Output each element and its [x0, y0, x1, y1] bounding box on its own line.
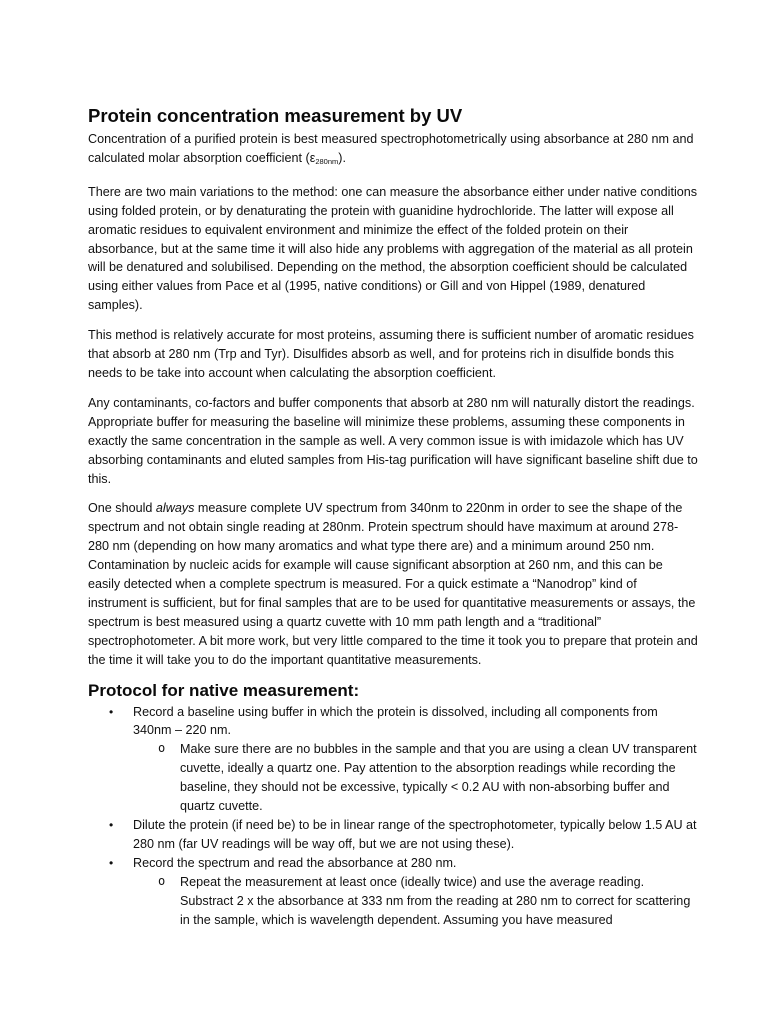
paragraph-uv-spectrum [88, 499, 698, 669]
para5-start: One should [88, 501, 156, 516]
sub-bullet-icon: o [158, 873, 166, 888]
bullet-icon: • [109, 855, 114, 870]
epsilon-symbol: ε [309, 150, 316, 165]
intro-text: Concentration of a purified protein is best measured spectrophotometrically using absorbance at 280 nm and calculated molar absorption coefficient ( [88, 132, 694, 165]
intro-end: ). [338, 150, 346, 165]
bullet-icon: • [109, 704, 114, 719]
para5-emphasis: always [155, 501, 195, 516]
protocol-subitem [133, 740, 698, 816]
protocol-list [88, 703, 698, 930]
bullet-icon: • [109, 818, 114, 832]
protocol-sublist [133, 873, 698, 930]
document-page [88, 104, 698, 929]
protocol-sublist [133, 740, 698, 816]
document-title: Protein concentration measurement by UV [88, 105, 463, 126]
protocol-item-baseline [88, 703, 698, 816]
paragraph-accuracy: This method is relatively accurate for most proteins, assuming there is sufficient number of aromatic residues that absorb at 280 nm (Trp and Tyr). Disulfides absorb as well, and for proteins rich in disulfide bonds this needs to be take into account when calculating the absorption coefficient. [88, 328, 694, 380]
paragraph-contaminants: Any contaminants, co-factors and buffer components that absorb at 280 nm will naturally distort the readings. Appropriate buffer for measuring the baseline will minimize these problems, assuming these components in exactly the same concentration in the sample as well. A very common issue is with imidazole which has UV absorbing contaminants and eluted samples from His-tag purification will have significant baseline shift due to this. [88, 395, 698, 486]
protocol-subitem-text: Repeat the measurement at least once (ideally twice) and use the average reading. Substract 2 x the absorbance at 333 nm from the reading at 280 nm to correct for scattering in the sample, which is wavelength dependent. Assuming you have measured [180, 874, 691, 927]
protocol-item-text: Record the spectrum and read the absorbance at 280 nm. [133, 855, 457, 870]
sub-bullet-icon: o [158, 741, 166, 756]
paragraph-method-variations: There are two main variations to the method: one can measure the absorbance either under native conditions using folded protein, or by denaturating the protein with guanidine hydrochloride. The latter will expose all aromatic residues to equivalent environment and minimize the effect of the folded protein on their absorbance, but at the same time it will also hide any problems with aggregation of the material as all protein will be denatured and solubilised. Depending on the method, the absorption coefficient should be calculated using either values from Pace et al (1995, native conditions) or Gill and von Hippel (1989, denatured samples). [88, 184, 698, 313]
para5-rest: measure complete UV spectrum from 340nm to 220nm in order to see the shape of the spectrum and not obtain single reading at 280nm. Protein spectrum should have maximum at around 278-280 nm (depending on how many aromatics and what type there are) and a minimum around 250 nm. Contamination by nucleic acids for example will cause significant absorption at 260 nm, and this can be easily detected when a complete spectrum is measured. For a quick estimate a “Nanodrop” kind of instrument is sufficient, but for final samples that are to be used for quantitative measurements or assays, the spectrum is best measured using a quartz cuvette with 10 mm path length and a “traditional” spectrophotometer. A bit more work, but very little compared to the time it took you to prepare that protein and the time it will take you to do the important quantitative measurements. [88, 501, 698, 667]
protocol-item-text: Dilute the protein (if need be) to be in linear range of the spectrophotometer, typically below 1.5 AU at 280 nm (far UV readings will be way off, but we are not using these). [133, 818, 697, 851]
intro-paragraph [88, 130, 698, 172]
epsilon-subscript: 280nm [315, 156, 339, 166]
protocol-item-dilute [88, 816, 698, 854]
protocol-item-text: Record a baseline using buffer in which the protein is dissolved, including all components from 340nm – 220 nm. [133, 704, 658, 738]
protocol-subitem [133, 873, 698, 930]
protocol-heading: Protocol for native measurement: [88, 680, 360, 700]
protocol-subitem-text: Make sure there are no bubbles in the sample and that you are using a clean UV transparent cuvette, ideally a quartz one. Pay attention to the absorption readings while recording the baseline, they should not be excessive, typically < 0.2 AU with non-absorbing buffer and quartz cuvette. [180, 742, 697, 814]
protocol-item-record [88, 854, 698, 930]
